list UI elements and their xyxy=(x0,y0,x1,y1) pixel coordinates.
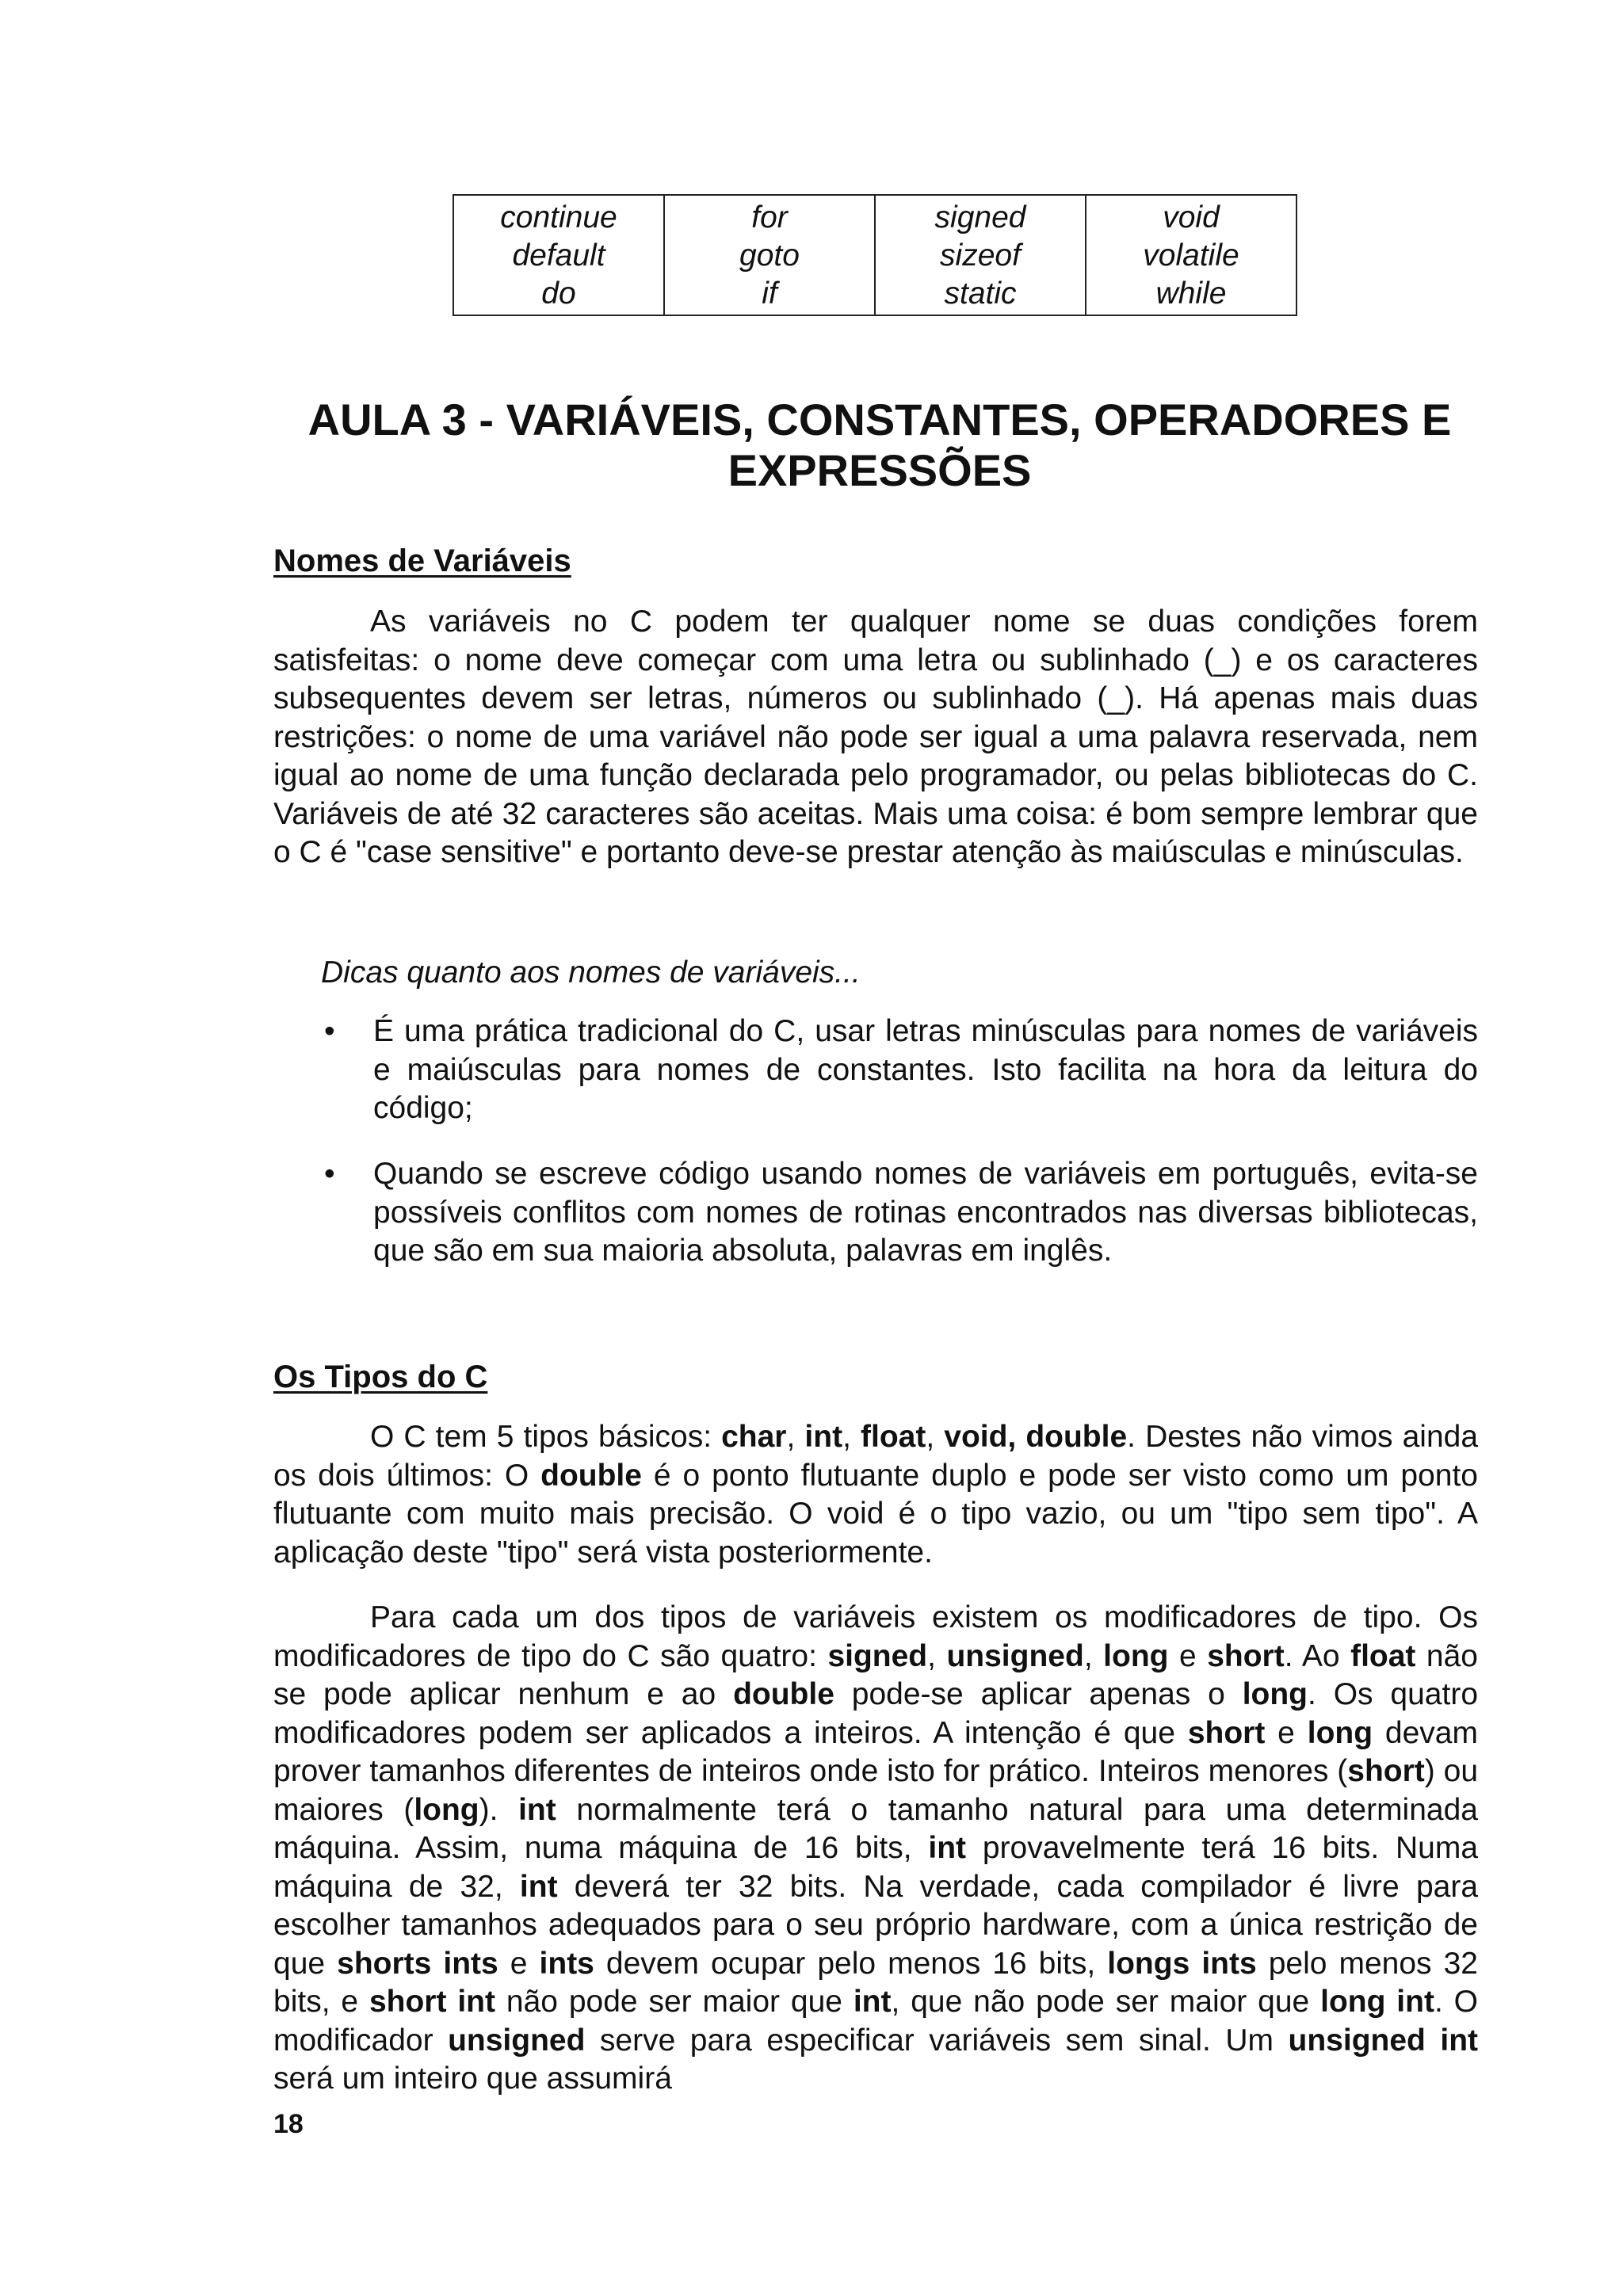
text-run: , xyxy=(786,1420,805,1454)
list-item xyxy=(321,1155,1478,1271)
section-heading-variable-names: Nomes de Variáveis xyxy=(273,543,571,578)
keyword: signed xyxy=(934,200,1026,235)
text-run: . Os quatro modificadores podem ser aplicados a inteiros. A intenção é que xyxy=(273,1677,1479,1750)
keyword: sizeof xyxy=(940,238,1021,273)
tips-heading: Dicas quanto aos nomes de variáveis... xyxy=(321,955,861,990)
text-run: deverá ter 32 bits. Na verdade, cada compilador é livre para escolher tamanhos adequados para o seu próprio hardware, com a única restrição de que xyxy=(273,1869,1479,1981)
keyword-column-4 xyxy=(1086,195,1296,315)
keyword: continue xyxy=(500,200,617,235)
bold-term: long xyxy=(1307,1715,1373,1750)
bold-term: long int xyxy=(1320,1985,1434,2019)
bold-term: unsigned int xyxy=(1288,2023,1479,2058)
text-run: , que não pode ser maior que xyxy=(891,1985,1321,2019)
bold-term: ints xyxy=(539,1946,594,1981)
bold-term: short xyxy=(1207,1638,1285,1673)
bold-term: char xyxy=(721,1420,787,1454)
tip-text: Quando se escreve código usando nomes de variáveis em português, evita-se possíveis conflitos com nomes de rotinas encontrados nas diversas bibliotecas, que são em sua maioria absoluta, palavras em inglês. xyxy=(373,1157,1478,1268)
text-run: não pode ser maior que xyxy=(495,1985,854,2019)
bold-term: float xyxy=(1350,1638,1416,1673)
keyword-column-2 xyxy=(664,195,875,315)
text-run: , xyxy=(927,1638,947,1673)
c-types-paragraph-1 xyxy=(273,1418,1478,1572)
bold-term: short xyxy=(1347,1754,1425,1788)
keyword: for xyxy=(751,200,788,235)
text-run: e xyxy=(498,1946,540,1981)
bold-term: double xyxy=(733,1677,834,1711)
bold-term: int xyxy=(519,1869,558,1904)
text-run: O C tem 5 tipos básicos: xyxy=(370,1420,722,1454)
keyword: static xyxy=(944,277,1017,311)
tips-list xyxy=(321,1013,1478,1128)
keyword: goto xyxy=(739,238,800,273)
bold-term: long xyxy=(1103,1638,1169,1673)
text-run: é o ponto flutuante duplo e pode ser visto como um ponto flutuante com muito mais precisão. O void é o tipo vazio, ou um "tipo sem tipo". A aplicação deste "tipo" será vista posteriormente. xyxy=(273,1458,1478,1569)
keyword: default xyxy=(512,238,605,273)
text-run: e xyxy=(1168,1638,1208,1673)
bold-term: int xyxy=(804,1420,843,1454)
bold-term: longs ints xyxy=(1107,1946,1257,1981)
text-run: . O modificador xyxy=(273,1985,1478,2058)
bold-term: unsigned xyxy=(448,2023,586,2058)
text-run: , xyxy=(842,1420,861,1454)
bold-term: unsigned xyxy=(946,1638,1084,1673)
text-run: , xyxy=(926,1420,945,1454)
text-run: devam prover tamanhos diferentes de inteiros onde isto for prático. Inteiros menores ( xyxy=(273,1715,1478,1788)
chapter-title-line-2: EXPRESSÕES xyxy=(727,445,1032,495)
text-run: , xyxy=(1083,1638,1104,1673)
text-run: devem ocupar pelo menos 16 bits, xyxy=(594,1946,1108,1981)
table-row xyxy=(453,195,1296,315)
bullet-icon: • xyxy=(324,1014,335,1048)
chapter-title xyxy=(238,395,1522,496)
keyword: do xyxy=(541,277,576,311)
bold-term: long xyxy=(1242,1677,1308,1711)
text-run: e xyxy=(1265,1715,1308,1750)
bold-term: int xyxy=(853,1985,892,2019)
bold-term: int xyxy=(928,1831,967,1865)
text-run: será um inteiro que assumirá xyxy=(273,2061,672,2096)
text-run: não se pode aplicar nenhum e ao xyxy=(273,1638,1478,1711)
text-run: pelo menos 32 bits, e xyxy=(273,1946,1478,2019)
text-run: Para cada um dos tipos de variáveis existem os modificadores de tipo. Os modificadores de tipo do C são quatro: xyxy=(273,1600,1478,1673)
chapter-title-line-1: AULA 3 - VARIÁVEIS, CONSTANTES, OPERADORES E xyxy=(307,395,1452,444)
keyword: volatile xyxy=(1143,238,1239,273)
tips-list xyxy=(321,1155,1478,1271)
text-run: pode-se aplicar apenas o xyxy=(834,1677,1243,1711)
bold-term: double xyxy=(540,1458,642,1493)
bold-term: long xyxy=(414,1792,479,1827)
bold-term: float xyxy=(861,1420,926,1454)
c-types-paragraph-2 xyxy=(273,1599,1478,2099)
keyword: while xyxy=(1155,277,1227,311)
bold-term: int xyxy=(518,1792,556,1827)
bold-term: short int xyxy=(369,1985,495,2019)
text-run: ) ou maiores ( xyxy=(273,1754,1479,1827)
section-heading-c-types: Os Tipos do C xyxy=(273,1360,488,1394)
reserved-keywords-table xyxy=(453,194,1297,316)
page-number: 18 xyxy=(273,2109,304,2139)
text-run: provavelmente terá 16 bits. Numa máquina de 32, xyxy=(273,1831,1479,1904)
text-run: ). xyxy=(479,1792,519,1827)
bold-term: void, double xyxy=(944,1420,1128,1454)
keyword: void xyxy=(1163,200,1220,235)
list-item xyxy=(321,1013,1478,1128)
text-run: . Ao xyxy=(1284,1638,1351,1673)
bold-term: shorts ints xyxy=(337,1946,498,1981)
bullet-icon: • xyxy=(324,1157,335,1191)
text-run: serve para especificar variáveis sem sinal. Um xyxy=(585,2023,1289,2058)
keyword-column-3 xyxy=(875,195,1086,315)
variable-names-paragraph: As variáveis no C podem ter qualquer nome se duas condições forem satisfeitas: o nome deve começar com uma letra ou sublinhado (_) e os caracteres subsequentes devem ser letras, números ou sublinhado (_). Há apenas mais duas restrições: o nome de uma variável não pode ser igual a uma palavra reservada, nem igual ao nome de uma função declarada pelo programador, ou pelas bibliotecas do C. Variáveis de até 32 caracteres são aceitas. Mais uma coisa: é bom sempre lembrar que o C é "case sensitive" e portanto deve-se prestar atenção às maiúsculas e minúsculas. xyxy=(273,605,1478,869)
text-run: normalmente terá o tamanho natural para uma determinada máquina. Assim, numa máquina de 16 bits, xyxy=(273,1792,1478,1865)
bold-term: signed xyxy=(827,1638,928,1673)
text-run: . Destes não vimos ainda os dois últimos: O xyxy=(273,1420,1479,1493)
tip-text: É uma prática tradicional do C, usar letras minúsculas para nomes de variáveis e maiúsculas para nomes de constantes. Isto facilita na hora da leitura do código; xyxy=(373,1014,1478,1125)
bold-term: short xyxy=(1187,1715,1266,1750)
keyword: if xyxy=(762,277,777,311)
keyword-column-1 xyxy=(453,195,664,315)
